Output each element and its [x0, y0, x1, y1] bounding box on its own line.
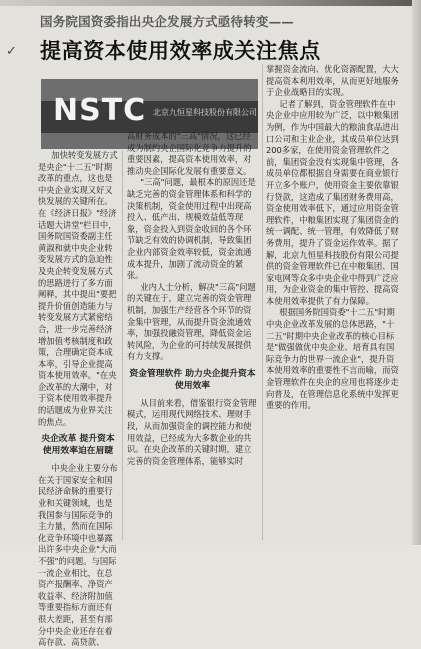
- article-column-2: [127, 131, 258, 542]
- paragraph: 记者了解到，资金管理软件在中央企业中应用较为广泛，以中粮集团为例，作为中国最大的粮油食品进出口公司和主业企业，其成员单位达到200多家，在使用资金管理软件之前，集团资金没有实现集中管理，各成员单位都根据自身需要在商业银行开立多个账户，使用资金主要依靠银行贷款，这造成了集团财务费用高，资金使用效率低下，通过应用资金管理软件，中粮集团实现了集团资金的统一调配、统一管理，有效降低了财务费用，提升了资金运作效率。据了解，北京九恒星科技股份有限公司提供的资金管理软件已在中粮集团、国家电网等众多中央企业中得到广泛应用，为企业资金的集中管控、提高资本使用效率提供了有力保障。: [266, 98, 399, 306]
- paragraph: 从目前来看，借鉴银行资金管理模式，运用现代网络技术、理财手段，从而加强资金的调控能力和使用效益，已经成为大多数企业的共识。在央企改革的关键时期，建立完善的资金管理体系，能够实时: [127, 397, 257, 466]
- paragraph: 中央企业主要分布在关于国家安全和国民经济命脉的重要行业和关键领域，也是我国参与国际竞争的主力量，然而在国际化竞争环境中也暴露出许多中央企业"大而不强"的问题。与国际一流企业相比，在总资产报酬率、净资产收益率、经济附加值等重要指标方面还有很大差距，甚至有部分中央企业还存在着高存款、高贷款、: [38, 463, 118, 648]
- company-name-sign: 北京九恒星科技股份有限公司: [153, 108, 257, 117]
- column-divider: [262, 64, 263, 540]
- paragraph: "三高"问题，最根本的原因还是缺乏完善的资金管理体系和科学的决策机制，资金使用过程中出现高投入、低产出、规模效益低等现象，资金投入到资金收回的各个环节缺乏有效的协调机制，导致集团企业内部资金效率较低，资金流通成本提升，加剧了流动资金的紧张。: [127, 177, 256, 281]
- article-headline: 提高资本使用效率成关注焦点: [40, 39, 321, 63]
- section-subhead: 资金管理软件 助力央企提升资本使用效率: [129, 368, 256, 391]
- pen-mark-icon: ✓: [6, 44, 17, 59]
- paragraph: 掌握资金流向、优化资源配置，大大提高资本利用效率，从而更好地服务于企业战略目的实现。: [266, 64, 399, 98]
- company-logo: NSTC: [53, 93, 147, 128]
- paragraph: 根据国务院国资委"十二五"时期中央企业改革发展的总体思路，"十二五"时期中央企业改革的核心目标是"做强做优中央企业、培育具有国际竞争力的世界一流企业"，提升资本使用效率的重要性不言而喻，而资金管理软件在央企的应用也将逐步走向普及，在管理信息化系统中发挥更重要的作用。: [266, 307, 399, 411]
- section-subhead: 央企改革 提升资本使用效率迫在眉睫: [41, 434, 115, 457]
- article-column-3: [266, 64, 399, 542]
- paragraph: 业内人士分析，解决"三高"问题的关键在于，建立完善的资金管理机制，加强生产经营各个环节的资金集中管理，从而提升资金流通效率，加强投融资管理，降低资金运转风险，为企业的可持续发展提供有力支撑。: [127, 281, 256, 362]
- column-divider: [122, 150, 123, 540]
- paragraph: 高财务成本的"三高"情况，这已经成为制约央企国际化竞争力提升的重要因素，提高资本使用效率，对推动央企国际化发展有重要意义。: [127, 131, 252, 176]
- page-right-edge: [412, 0, 421, 545]
- page-top-edge: [0, 0, 421, 6]
- paragraph: 加快转变发展方式是央企"十二五"时期改革的重点，这也是中央企业实现又好又快发展的关键所在。在《经济日报》"经济话题大讲堂"栏目中，国务院国资委副主任黄淑和就中央企业转变发展方式的急迫性及央企转变发展方式的思路进行了多方面阐释，其中提出"要把提升价值创造能力与转变发展方式紧密结合，进一步完善经济增加值考核制度和政策，合理确定资本成本率，引导企业提高资本使用效率。"在央企改革的大潮中，对于资本使用效率提升的话题成为业界关注的焦点。: [38, 150, 118, 427]
- article-column-1: [38, 150, 118, 648]
- article-kicker: 国务院国资委指出央企发展方式亟待转变——: [40, 14, 295, 29]
